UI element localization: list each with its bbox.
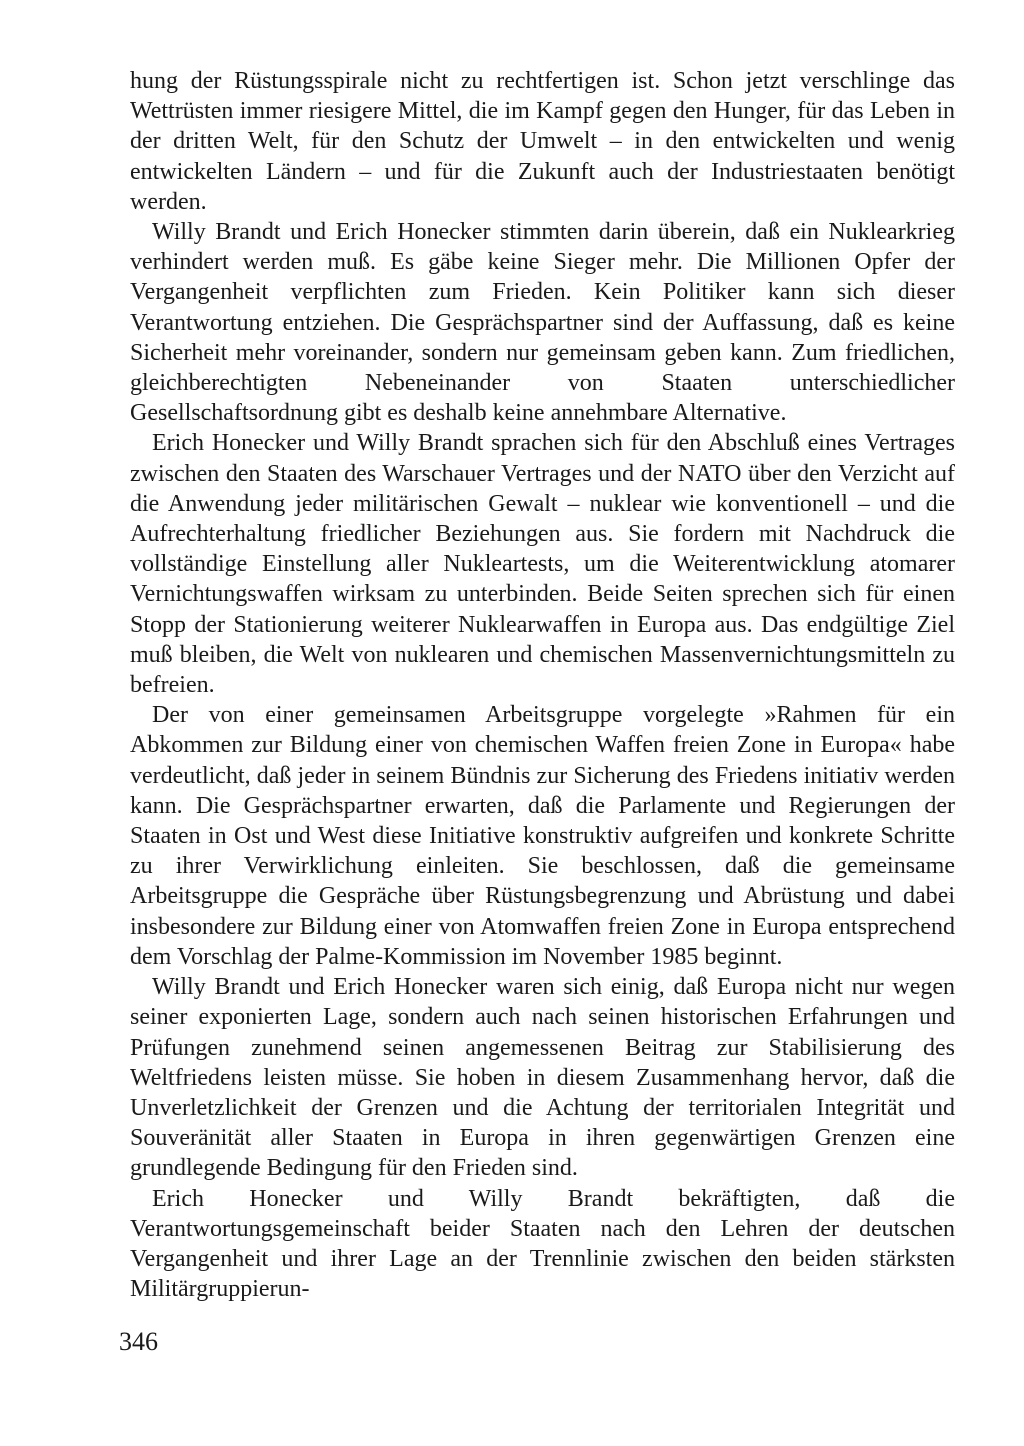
- paragraph-5: Willy Brandt und Erich Honecker waren sich einig, daß Europa nicht nur wegen seiner exponierten Lage, sondern auch nach seinen historischen Erfahrungen und Prüfungen zunehmend seinen angemessenen Beitrag zur Stabilisierung des Weltfriedens leisten müsse. Sie hoben in diesem Zusammenhang hervor, daß die Unverletzlichkeit der Grenzen und die Achtung der territorialen Integrität und Souveränität aller Staaten in Europa in ihren gegenwärtigen Grenzen eine grundlegende Bedingung für den Frieden sind.: [130, 974, 955, 1182]
- paragraph-3: Erich Honecker und Willy Brandt sprachen sich für den Abschluß eines Vertrages zwischen den Staaten des Warschauer Vertrages und der NATO über den Verzicht auf die Anwendung jeder militärischen Gewalt – nuklear wie konventionell – und die Aufrechterhaltung friedlicher Beziehungen aus. Sie fordern mit Nachdruck die vollständige Einstellung aller Nukleartests, um die Weiterentwicklung atomarer Vernichtungswaffen wirksam zu unterbinden. Beide Seiten sprechen sich für einen Stopp der Stationierung weiterer Nuklearwaffen in Europa aus. Das endgültige Ziel muß bleiben, die Welt von nuklearen und chemischen Massenvernichtungsmitteln zu befreien.: [130, 430, 955, 699]
- paragraph-4: Der von einer gemeinsamen Arbeitsgruppe vorgelegte »Rahmen für ein Abkommen zur Bildung einer von chemischen Waffen freien Zone in Europa« habe verdeutlicht, daß jeder in seinem Bündnis zur Sicherung des Friedens initiativ werden kann. Die Gesprächspartner erwarten, daß die Parlamente und Regierungen der Staaten in Ost und West diese Initiative konstruktiv aufgreifen und konkrete Schritte zu ihrer Verwirklichung einleiten. Sie beschlossen, daß die gemeinsame Arbeitsgruppe die Gespräche über Rüstungsbegrenzung und Abrüstung und dabei insbesondere zur Bildung einer von Atomwaffen freien Zone in Europa entsprechend dem Vorschlag der Palme-Kommission im November 1985 beginnt.: [130, 702, 955, 970]
- page-number: 346: [119, 1327, 158, 1356]
- paragraph-6: Erich Honecker und Willy Brandt bekräftigten, daß die Verantwortungsgemeinschaft beider Staaten nach den Lehren der deutschen Vergangenheit und ihrer Lage an der Trennlinie zwischen den beiden stärksten Militärgruppierun-: [130, 1185, 955, 1303]
- paragraph-1: hung der Rüstungsspirale nicht zu rechtfertigen ist. Schon jetzt verschlinge das Wettrüsten immer riesigere Mittel, die im Kampf gegen den Hunger, für das Leben in der dritten Welt, für den Schutz der Umwelt – in den entwickelten und wenig entwickelten Ländern – und für die Zukunft auch der Industriestaaten benötigt werden.: [130, 68, 955, 215]
- paragraph-2: Willy Brandt und Erich Honecker stimmten darin überein, daß ein Nuklearkrieg verhindert werden muß. Es gäbe keine Sieger mehr. Die Millionen Opfer der Vergangenheit verpflichten zum Frieden. Kein Politiker kann sich dieser Verantwortung entziehen. Die Gesprächspartner sind der Auffassung, daß es keine Sicherheit mehr voreinander, sondern nur gemeinsam geben kann. Zum friedlichen, gleichberechtigten Nebeneinander von Staaten unterschiedlicher Gesellschaftsordnung gibt es deshalb keine annehmbare Alternative.: [130, 219, 955, 427]
- body-text: [130, 66, 955, 1304]
